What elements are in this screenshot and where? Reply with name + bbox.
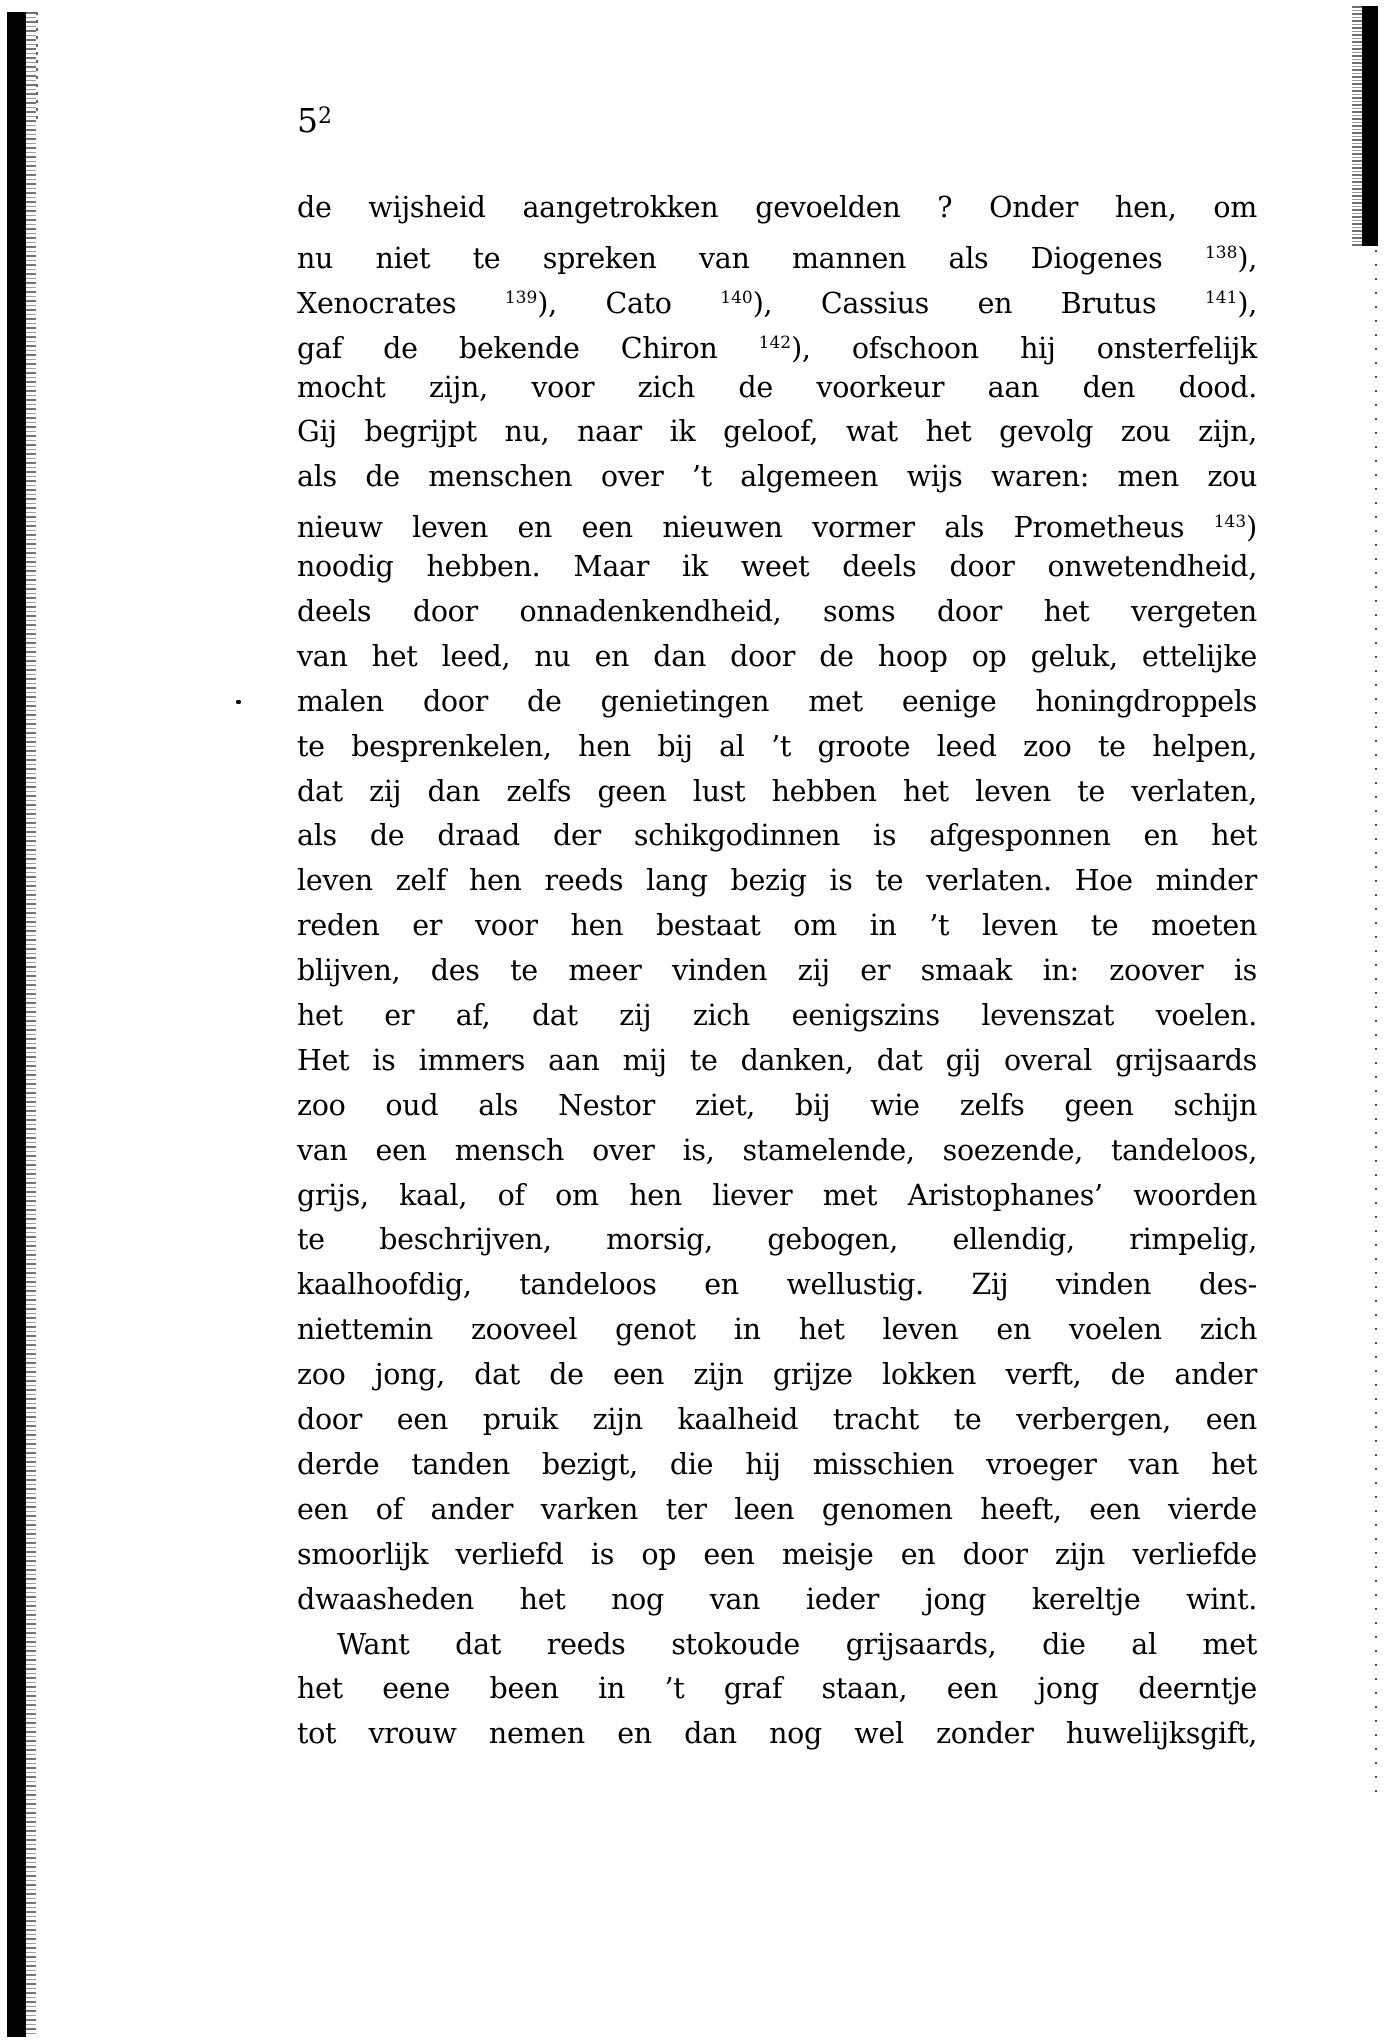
text-line: grijs, kaal, of om hen liever met Aristophanes’ woorden <box>297 1178 1257 1212</box>
text-line: Xenocrates $^{139}$), Cato $^{140}$), Cassius en Brutus $^{141}$), <box>297 286 1258 320</box>
text-line: het er af, dat zij zich eenigszins levenszat voelen. <box>297 999 1257 1033</box>
page-number <box>297 101 332 140</box>
footnote-ref: 141 <box>1204 287 1238 308</box>
scan-border-right-dots <box>1375 250 1377 1800</box>
text-line: smoorlijk verliefd is op een meisje en door zijn verliefde <box>297 1537 1257 1571</box>
text-line: zoo oud als Nestor ziet, bij wie zelfs geen schijn <box>297 1088 1257 1122</box>
scan-border-left <box>7 12 26 2037</box>
text-line: te beschrijven, morsig, gebogen, ellendig, rimpelig, <box>297 1223 1257 1257</box>
text-line: Het is immers aan mij te danken, dat gij overal grijsaards <box>297 1043 1257 1077</box>
footnote-ref: 143 <box>1213 512 1247 533</box>
text-line: de wijsheid aangetrokken gevoelden ? Onder hen, om <box>297 191 1257 224</box>
page-number-main: 5 <box>297 101 318 140</box>
text-line: malen door de genietingen met eenige honingdroppels <box>297 684 1257 718</box>
text-line: te besprenkelen, hen bij al ’t groote leed zoo te helpen, <box>297 729 1257 763</box>
footnote-ref: 140 <box>720 287 753 308</box>
text-line: dwaasheden het nog van ieder jong kereltje wint. <box>297 1582 1257 1616</box>
scan-border-left-noise-inner <box>36 12 38 122</box>
text-line: het eene been in ’t graf staan, een jong deerntje <box>297 1672 1257 1706</box>
text-line: nieuw leven en een nieuwen vormer als Prometheus $^{143}$) <box>297 511 1257 545</box>
footnote-ref: 138 <box>1204 242 1238 263</box>
text-line: dat zij dan zelfs geen lust hebben het leven te verlaten, <box>297 774 1257 808</box>
scan-border-right <box>1362 6 1378 246</box>
text-line: door een pruik zijn kaalheid tracht te verbergen, een <box>297 1403 1257 1437</box>
page-number-sup: 2 <box>318 104 332 129</box>
text-line: noodig hebben. Maar ik weet deels door onwetendheid, <box>297 550 1257 584</box>
text-line: een of ander varken ter leen genomen heeft, een vierde <box>297 1492 1257 1526</box>
text-line: leven zelf hen reeds lang bezig is te verlaten. Hoe minder <box>297 864 1257 898</box>
text-line: deels door onnadenkendheid, soms door het vergeten <box>297 595 1257 629</box>
footnote-ref: 142 <box>758 332 792 353</box>
footnote-ref: 139 <box>504 287 538 308</box>
scan-border-left-noise <box>26 12 36 2037</box>
text-line: als de menschen over ’t algemeen wijs waren: men zou <box>297 460 1257 494</box>
text-line: niettemin zooveel genot in het leven en voelen zich <box>297 1313 1257 1347</box>
text-line: tot vrouw nemen en dan nog wel zonder huwelijksgift, <box>297 1717 1257 1751</box>
text-line: van het leed, nu en dan door de hoop op geluk, ettelijke <box>297 639 1257 673</box>
body-text <box>297 186 1257 1757</box>
text-line: nu niet te spreken van mannen als Diogenes $^{138}$), <box>297 241 1257 275</box>
stray-ink-mark <box>236 700 241 704</box>
text-line: als de draad der schikgodinnen is afgesponnen en het <box>297 819 1257 853</box>
text-line: reden er voor hen bestaat om in ’t leven te moeten <box>297 909 1257 943</box>
text-line: Want dat reeds stokoude grijsaards, die al met <box>337 1627 1257 1661</box>
text-line: gaf de bekende Chiron $^{142}$), ofschoon hij onsterfelijk <box>297 331 1257 365</box>
text-line: Gij begrijpt nu, naar ik geloof, wat het gevolg zou zijn, <box>297 415 1257 449</box>
text-line: blijven, des te meer vinden zij er smaak in: zoover is <box>297 954 1257 988</box>
text-line: derde tanden bezigt, die hij misschien vroeger van het <box>297 1447 1257 1481</box>
text-line: mocht zijn, voor zich de voorkeur aan den dood. <box>297 370 1257 404</box>
text-line: kaalhoofdig, tandeloos en wellustig. Zij vinden des- <box>297 1268 1257 1302</box>
text-line: zoo jong, dat de een zijn grijze lokken verft, de ander <box>297 1358 1257 1392</box>
text-line: van een mensch over is, stamelende, soezende, tandeloos, <box>297 1133 1257 1167</box>
